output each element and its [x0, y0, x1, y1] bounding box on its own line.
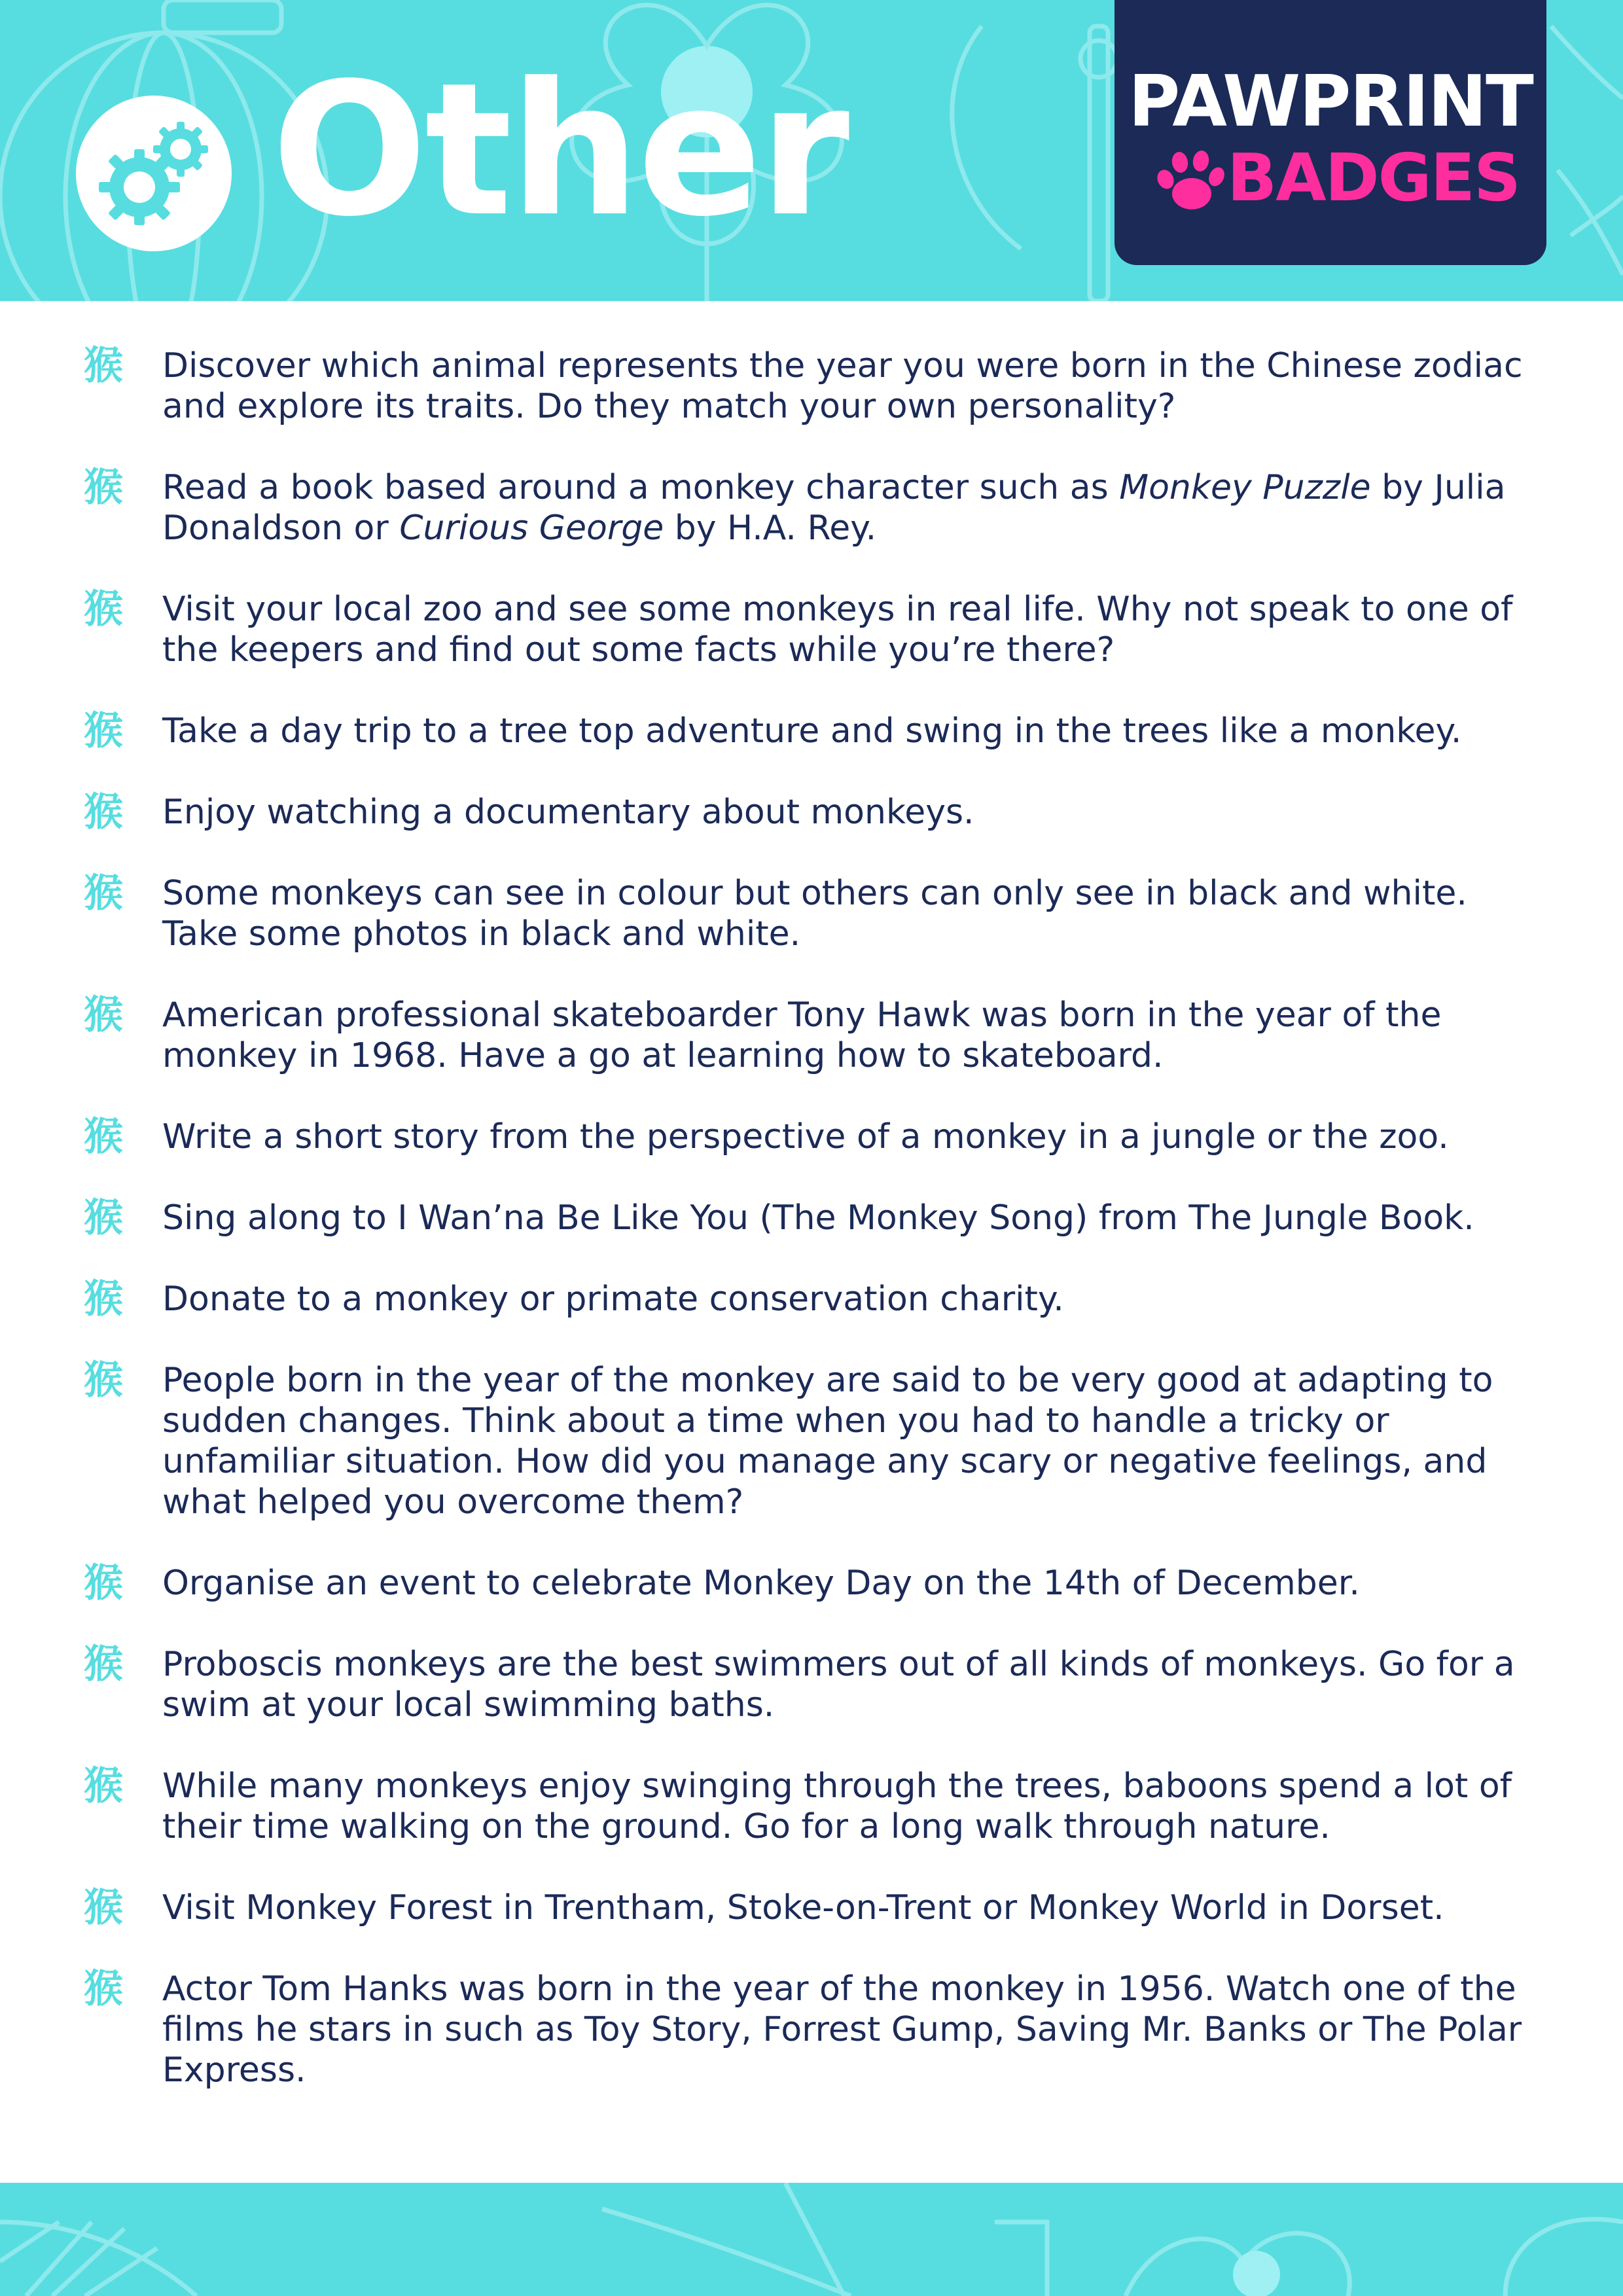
page-header [0, 0, 1623, 301]
list-item-text [162, 792, 1538, 833]
page-footer [0, 2183, 1623, 2296]
text-run: Sing along to I Wan’na Be Like You (The Monkey Song) from The Jungle Book. [162, 1198, 1474, 1238]
text-run: Some monkeys can see in colour but others can only see in black and white. Take some photos in black and white. [162, 874, 1467, 954]
text-run: Proboscis monkeys are the best swimmers out of all kinds of monkeys. Go for a swim at your local swimming baths. [162, 1645, 1515, 1725]
list-item [79, 467, 1538, 548]
monkey-character-bullet-icon: 猴 [84, 465, 123, 511]
text-run: Take a day trip to a tree top adventure and swing in the trees like a monkey. [162, 711, 1462, 751]
list-item [79, 586, 1538, 670]
text-run: Organise an event to celebrate Monkey Day on the 14th of December. [162, 1564, 1360, 1603]
paw-icon [1154, 148, 1226, 213]
fan-flower-pattern [0, 2183, 1623, 2296]
text-run: by Julia Donaldson or [162, 468, 1506, 548]
list-item-text [162, 1117, 1538, 1157]
text-run: Read a book based around a monkey character such as [162, 468, 1120, 507]
list-item [79, 1763, 1538, 1847]
text-run: Enjoy watching a documentary about monkeys. [162, 793, 974, 832]
list-item-text [162, 1563, 1538, 1604]
list-item [79, 1966, 1538, 2090]
monkey-character-bullet-icon: 猴 [84, 1641, 123, 1687]
list-item-text [162, 589, 1538, 670]
list-item [79, 992, 1538, 1076]
list-item-text [162, 346, 1538, 427]
list-item [79, 1357, 1538, 1522]
monkey-character-bullet-icon: 猴 [84, 1276, 123, 1322]
monkey-character-bullet-icon: 猴 [84, 1195, 123, 1241]
text-run: Write a short story from the perspective of a monkey in a jungle or the zoo. [162, 1117, 1449, 1157]
pawprint-badges-logo [1115, 0, 1546, 265]
list-item-text [162, 873, 1538, 954]
list-item-text [162, 1198, 1538, 1238]
gears-icon-badge [76, 96, 232, 251]
monkey-character-bullet-icon: 猴 [84, 789, 123, 835]
list-item [79, 870, 1538, 954]
book-title: Curious George [399, 509, 664, 548]
text-run: While many monkeys enjoy swinging through the trees, baboons spend a lot of their time walking on the ground. Go for a long walk through nature. [162, 1767, 1512, 1846]
monkey-character-bullet-icon: 猴 [84, 343, 123, 389]
list-item-text [162, 1766, 1538, 1847]
text-run: Visit your local zoo and see some monkeys in real life. Why not speak to one of the keepers and find out some facts while you’re there? [162, 590, 1513, 670]
text-run: Visit Monkey Forest in Trentham, Stoke-on-Trent or Monkey World in Dorset. [162, 1888, 1444, 1928]
list-item-text [162, 1888, 1538, 1928]
monkey-character-bullet-icon: 猴 [84, 708, 123, 754]
monkey-character-bullet-icon: 猴 [84, 1885, 123, 1931]
list-item [79, 1885, 1538, 1931]
book-title: Monkey Puzzle [1119, 468, 1371, 507]
list-item [79, 1560, 1538, 1606]
text-run: Discover which animal represents the year you were born in the Chinese zodiac and explore its traits. Do they match your own personality? [162, 346, 1523, 426]
monkey-character-bullet-icon: 猴 [84, 1357, 123, 1403]
monkey-character-bullet-icon: 猴 [84, 586, 123, 632]
list-item [79, 708, 1538, 754]
text-run: American professional skateboarder Tony Hawk was born in the year of the monkey in 1968. Have a go at learning how to skateboard. [162, 996, 1442, 1075]
list-item [79, 789, 1538, 835]
monkey-character-bullet-icon: 猴 [84, 1763, 123, 1809]
monkey-character-bullet-icon: 猴 [84, 1966, 123, 2012]
monkey-character-bullet-icon: 猴 [84, 1114, 123, 1160]
text-run: by H.A. Rey. [664, 509, 877, 548]
list-item [79, 1195, 1538, 1241]
text-run: Donate to a monkey or primate conservation charity. [162, 1280, 1064, 1319]
list-item [79, 1276, 1538, 1322]
list-item [79, 1114, 1538, 1160]
list-item-text [162, 711, 1538, 751]
text-run: People born in the year of the monkey are said to be very good at adapting to sudden changes. Think about a time when you had to handle a tricky or unfamiliar situation. How did you manage any scary or negative feelings, and what helped you overcome them? [162, 1361, 1493, 1522]
list-item-text [162, 1969, 1538, 2090]
monkey-character-bullet-icon: 猴 [84, 992, 123, 1038]
logo-text-pawprint: PAWPRINT [1128, 61, 1533, 143]
list-item-text [162, 995, 1538, 1076]
page-title: Other [272, 44, 847, 257]
list-item-text [162, 1644, 1538, 1725]
logo-badges-row [1154, 139, 1520, 217]
monkey-character-bullet-icon: 猴 [84, 1560, 123, 1606]
monkey-character-bullet-icon: 猴 [84, 870, 123, 916]
list-item [79, 1641, 1538, 1725]
list-item [79, 343, 1538, 427]
gears-icon [76, 96, 232, 251]
logo-text-badges: BADGES [1227, 139, 1520, 216]
text-run: Actor Tom Hanks was born in the year of the monkey in 1956. Watch one of the films he stars in such as Toy Story, Forrest Gump, Saving Mr. Banks or The Polar Express. [162, 1969, 1522, 2090]
list-item-text [162, 1360, 1538, 1522]
activity-list [79, 343, 1538, 2131]
list-item-text [162, 1279, 1538, 1319]
list-item-text [162, 467, 1538, 548]
